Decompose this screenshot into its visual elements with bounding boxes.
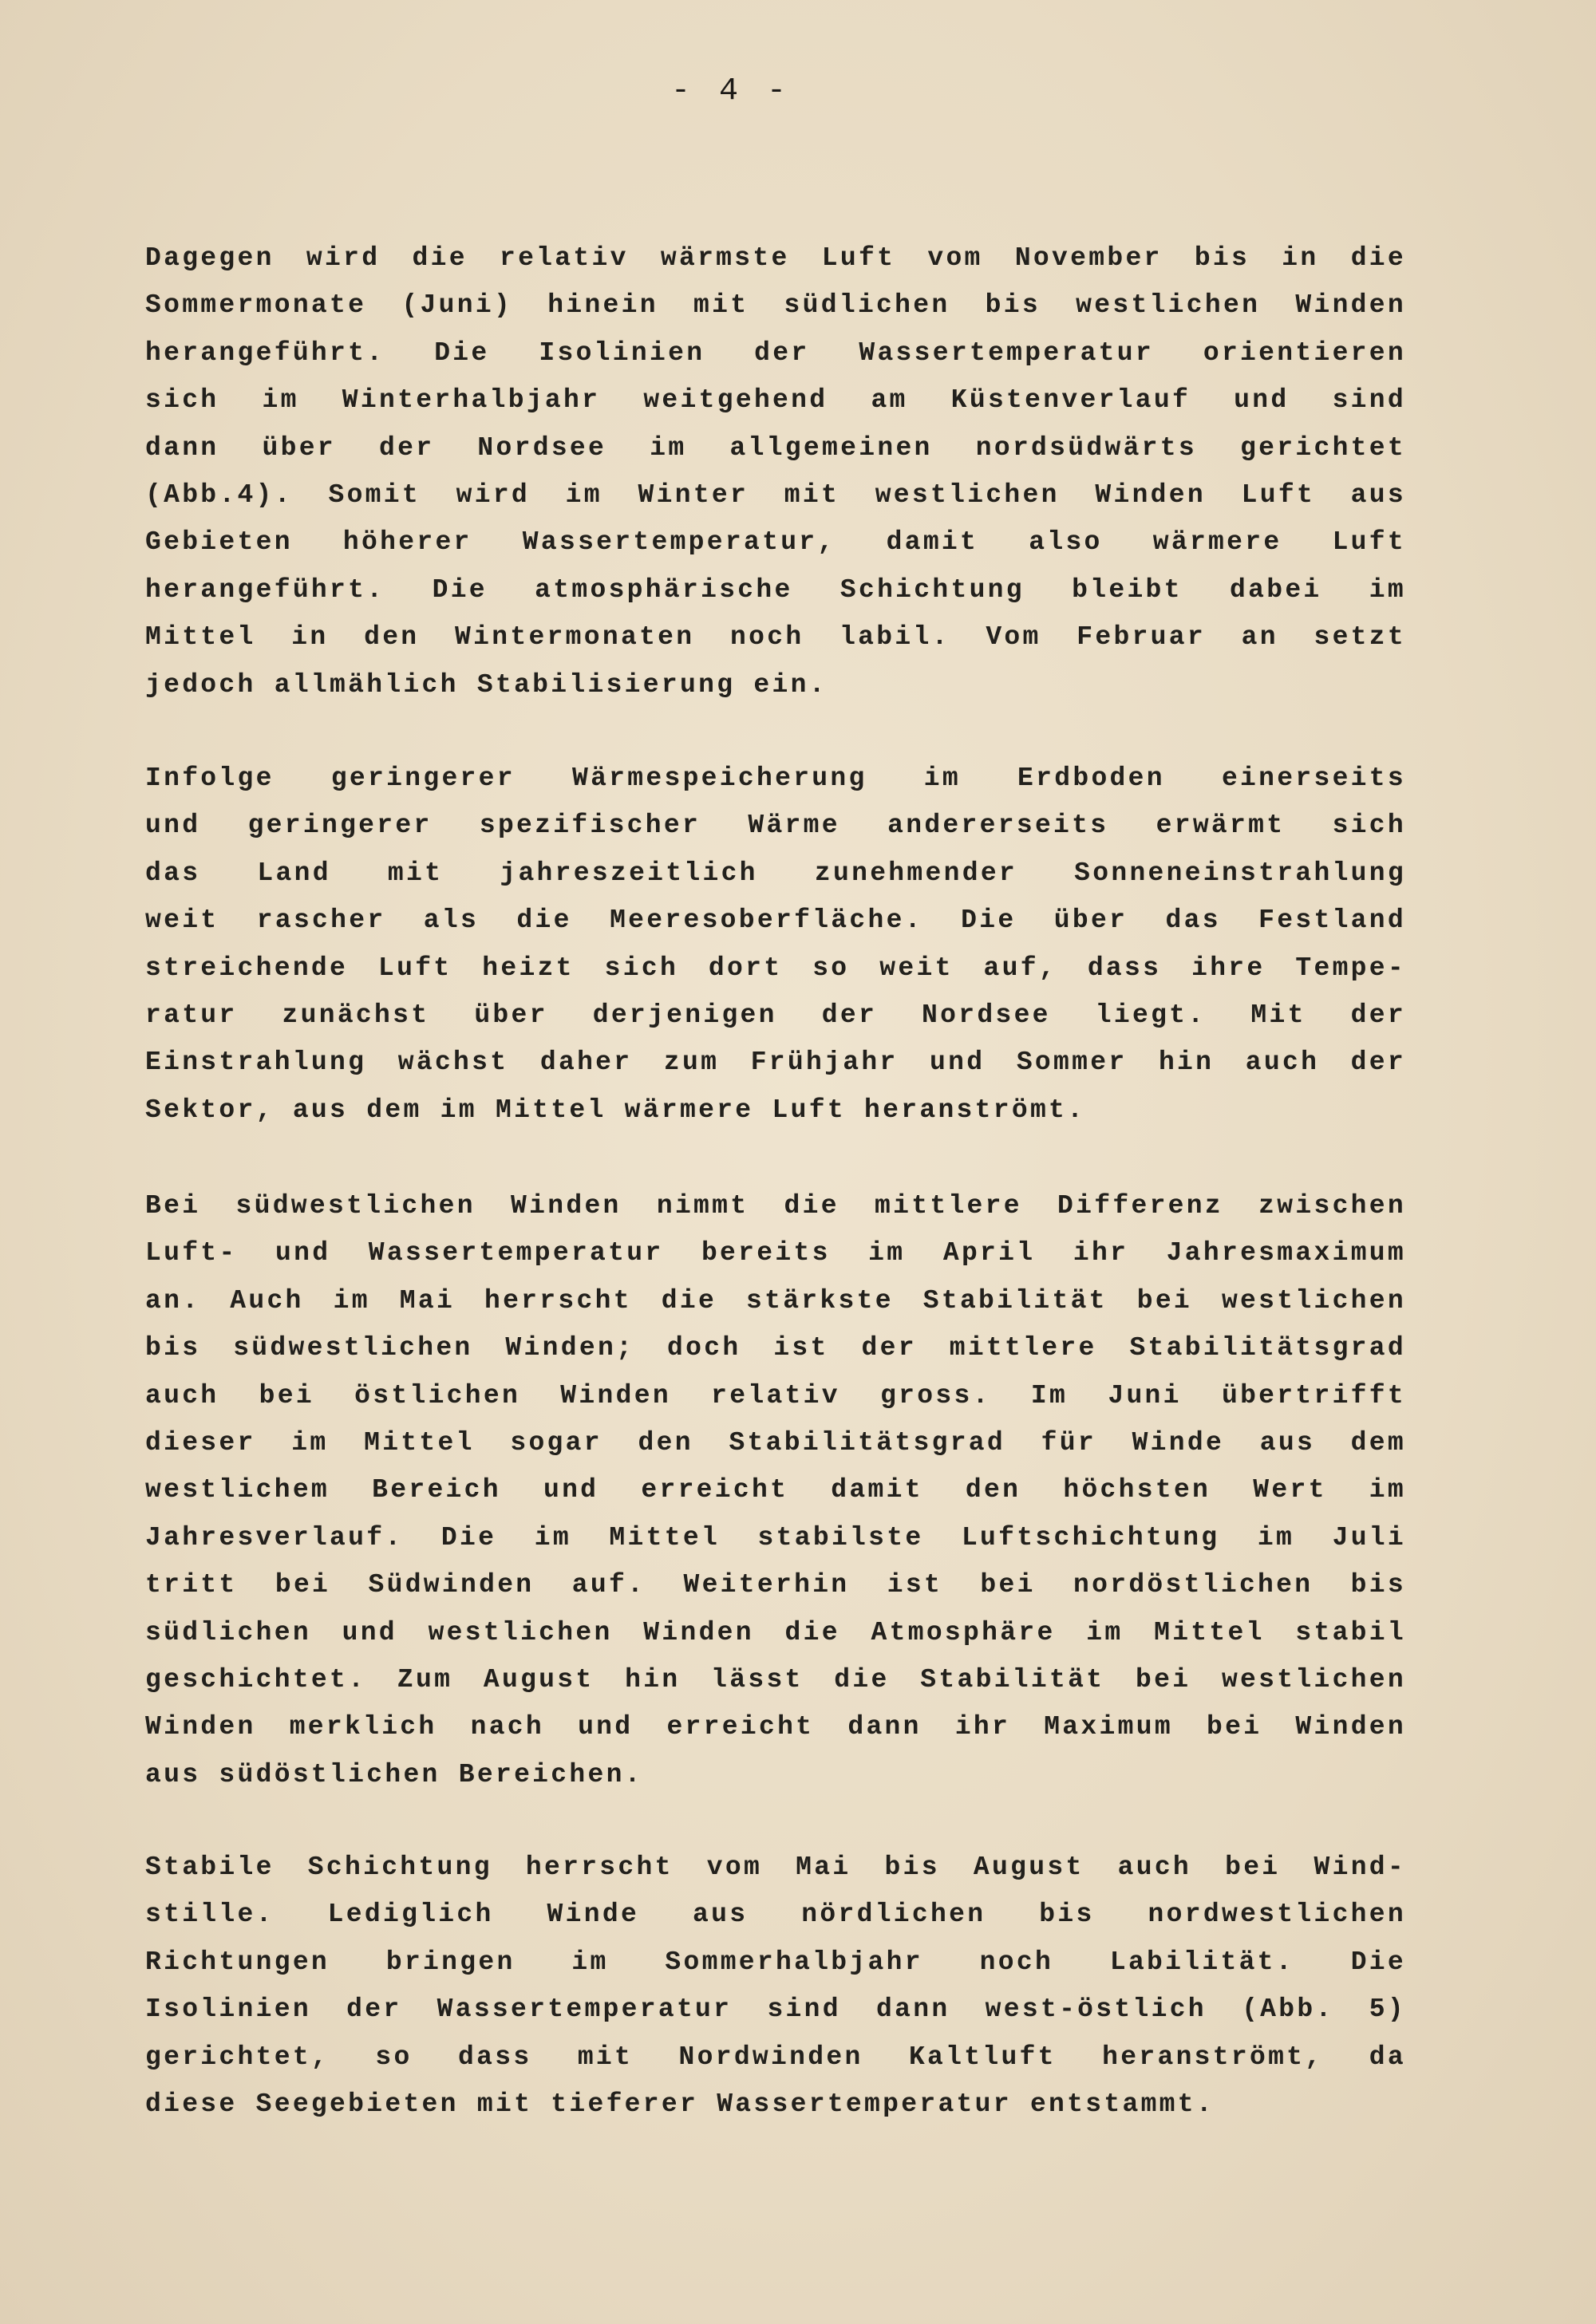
- text-line: das Land mit jahreszeitlich zunehmender Sonneneinstrahlung: [145, 858, 1406, 888]
- text-line: ratur zunächst über derjenigen der Nordsee liegt. Mit der: [145, 1000, 1406, 1030]
- text-line: bis südwestlichen Winden; doch ist der mittlere Stabilitätsgrad: [145, 1333, 1406, 1363]
- text-line: weit rascher als die Meeresoberfläche. Die über das Festland: [145, 906, 1406, 936]
- text-line: Einstrahlung wächst daher zum Frühjahr und Sommer hin auch der: [145, 1048, 1406, 1078]
- page-number: - 4 -: [670, 73, 792, 109]
- paragraph-3: [145, 1182, 1406, 1798]
- text-line: Luft- und Wassertemperatur bereits im April ihr Jahresmaximum: [145, 1238, 1406, 1269]
- text-line: an. Auch im Mai herrscht die stärkste Stabilität bei westlichen: [145, 1285, 1406, 1316]
- text-line: westlichem Bereich und erreicht damit den höchsten Wert im: [145, 1475, 1406, 1505]
- text-line: Jahresverlauf. Die im Mittel stabilste Luftschichtung im Juli: [145, 1522, 1406, 1553]
- text-line: Dagegen wird die relativ wärmste Luft vom November bis in die: [145, 243, 1406, 273]
- text-line: aus südöstlichen Bereichen.: [145, 1759, 643, 1789]
- text-line: dann über der Nordsee im allgemeinen nordsüdwärts gerichtet: [145, 432, 1406, 463]
- text-line: jedoch allmählich Stabilisierung ein.: [145, 669, 828, 700]
- text-line: sich im Winterhalbjahr weitgehend am Küstenverlauf und sind: [145, 385, 1406, 416]
- text-line: herangeführt. Die Isolinien der Wassertemperatur orientieren: [145, 337, 1406, 368]
- text-line: streichende Luft heizt sich dort so weit auf, dass ihre Tempe-: [145, 953, 1406, 983]
- text-line: stille. Lediglich Winde aus nördlichen bis nordwestlichen: [145, 1900, 1406, 1930]
- paragraph-2: [145, 755, 1406, 1134]
- text-line: gerichtet, so dass mit Nordwinden Kaltluft heranströmt, da: [145, 2042, 1406, 2072]
- text-line: Mittel in den Wintermonaten noch labil. Vom Februar an setzt: [145, 622, 1406, 653]
- text-line: Richtungen bringen im Sommerhalbjahr noch Labilität. Die: [145, 1947, 1406, 1977]
- text-line: geschichtet. Zum August hin lässt die Stabilität bei westlichen: [145, 1664, 1406, 1695]
- paragraph-4: [145, 1844, 1406, 2128]
- text-line: diese Seegebieten mit tieferer Wassertemperatur entstammt.: [145, 2089, 1215, 2119]
- text-line: Isolinien der Wassertemperatur sind dann west-östlich (Abb. 5): [145, 1995, 1406, 2025]
- text-line: (Abb.4). Somit wird im Winter mit westlichen Winden Luft aus: [145, 479, 1406, 510]
- text-line: Infolge geringerer Wärmespeicherung im Erdboden einerseits: [145, 763, 1406, 793]
- text-line: Winden merklich nach und erreicht dann ihr Maximum bei Winden: [145, 1712, 1406, 1742]
- text-line: tritt bei Südwinden auf. Weiterhin ist bei nordöstlichen bis: [145, 1570, 1406, 1600]
- text-line: Gebieten höherer Wassertemperatur, damit also wärmere Luft: [145, 527, 1406, 558]
- text-line: Stabile Schichtung herrscht vom Mai bis August auch bei Wind-: [145, 1852, 1406, 1882]
- text-line: herangeführt. Die atmosphärische Schichtung bleibt dabei im: [145, 574, 1406, 605]
- text-line: und geringerer spezifischer Wärme andererseits erwärmt sich: [145, 811, 1406, 841]
- text-line: Bei südwestlichen Winden nimmt die mittlere Differenz zwischen: [145, 1191, 1406, 1221]
- text-line: Sommermonate (Juni) hinein mit südlichen bis westlichen Winden: [145, 290, 1406, 321]
- text-line: dieser im Mittel sogar den Stabilitätsgrad für Winde aus dem: [145, 1427, 1406, 1458]
- text-line: Sektor, aus dem im Mittel wärmere Luft heranströmt.: [145, 1095, 1086, 1125]
- text-line: südlichen und westlichen Winden die Atmosphäre im Mittel stabil: [145, 1617, 1406, 1647]
- paragraph-1: [145, 235, 1406, 708]
- text-line: auch bei östlichen Winden relativ gross. Im Juni übertrifft: [145, 1380, 1406, 1411]
